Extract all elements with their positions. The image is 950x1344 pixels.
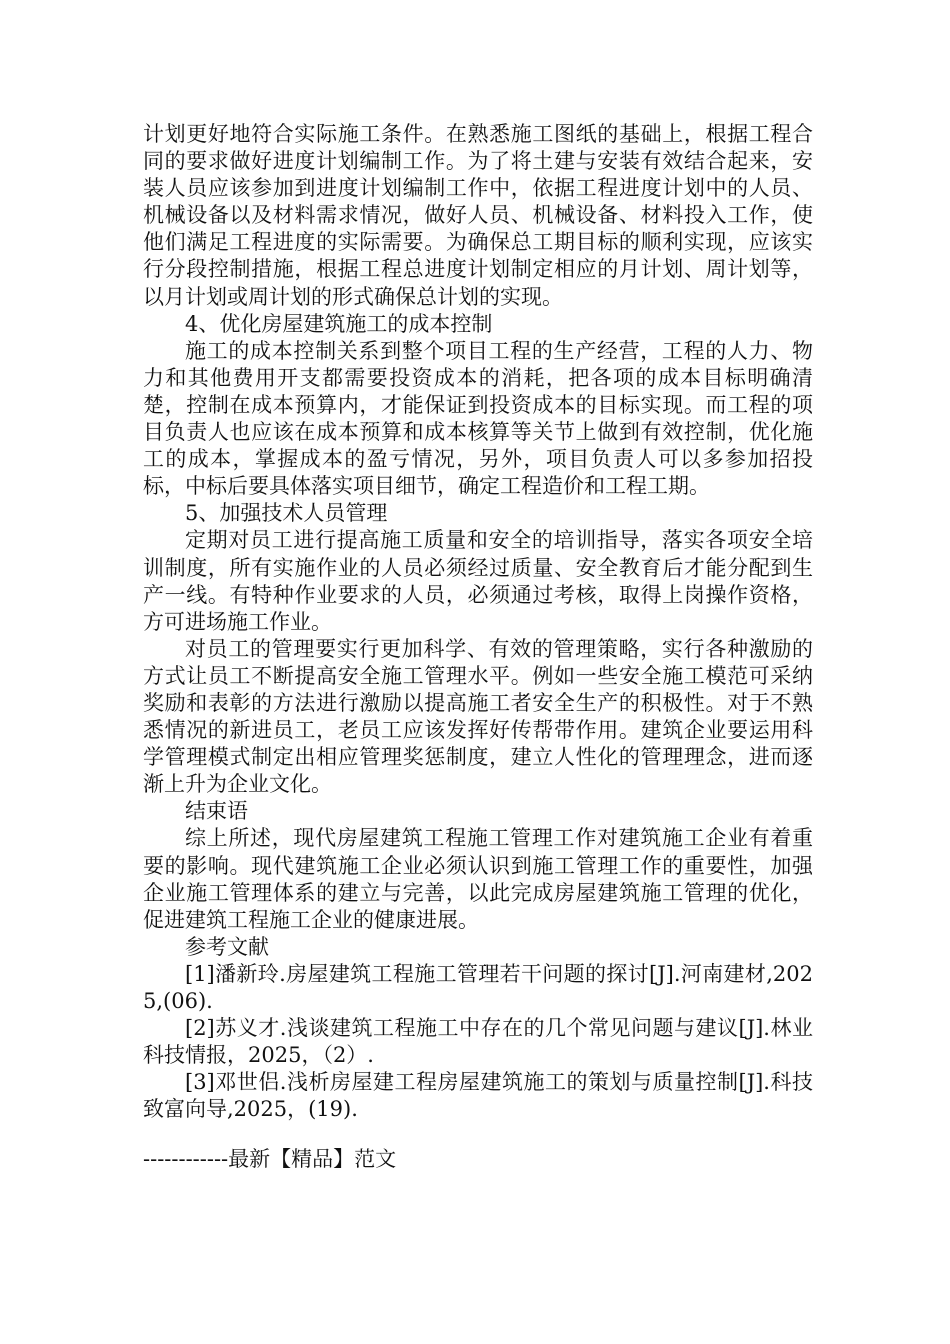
section-5-heading: 5、加强技术人员管理 bbox=[185, 501, 388, 526]
reference-item-2: [2]苏义才.浅谈建筑工程施工中存在的几个常见问题与建议[J].林业科技情报，2025，（2）. bbox=[143, 1016, 813, 1068]
conclusion-heading: 结束语 bbox=[185, 799, 248, 824]
reference-item-3: [3]邓世侣.浅析房屋建工程房屋建筑施工的策划与质量控制[J].科技致富向导,2025，(19). bbox=[143, 1070, 813, 1122]
document-body bbox=[143, 121, 813, 1123]
footer-tagline: ------------最新【精品】范文 bbox=[143, 1147, 397, 1171]
section-5-paragraph-1: 定期对员工进行提高施工质量和安全的培训指导，落实各项安全培训制度，所有实施作业的人员必须经过质量、安全教育后才能分配到生产一线。有特种作业要求的人员，必须通过考核，取得上岗操作资格，方可进场施工作业。 bbox=[143, 528, 813, 634]
section-4-heading: 4、优化房屋建筑施工的成本控制 bbox=[185, 311, 493, 336]
reference-item-1: [1]潘新玲.房屋建筑工程施工管理若干问题的探讨[J].河南建材,2025,(06). bbox=[143, 961, 813, 1013]
conclusion-paragraph: 综上所述，现代房屋建筑工程施工管理工作对建筑施工企业有着重要的影响。现代建筑施工企业必须认识到施工管理工作的重要性，加强企业施工管理体系的建立与完善，以此完成房屋建筑施工管理的优化，促进建筑工程施工企业的健康进展。 bbox=[143, 826, 813, 932]
continuation-paragraph: 计划更好地符合实际施工条件。在熟悉施工图纸的基础上，根据工程合同的要求做好进度计划编制工作。为了将土建与安装有效结合起来，安装人员应该参加到进度计划编制工作中，依据工程进度计划中的人员、机械设备以及材料需求情况，做好人员、机械设备、材料投入工作，使他们满足工程进度的实际需要。为确保总工期目标的顺利实现，应该实行分段控制措施，根据工程总进度计划制定相应的月计划、周计划等，以月计划或周计划的形式确保总计划的实现。 bbox=[143, 122, 813, 309]
section-5-paragraph-2: 对员工的管理要实行更加科学、有效的管理策略，实行各种激励的方式让员工不断提高安全施工管理水平。例如一些安全施工模范可采纳奖励和表彰的方法进行激励以提高施工者安全生产的积极性。对于不熟悉情况的新进员工，老员工应该发挥好传帮带作用。建筑企业要运用科学管理模式制定出相应管理奖惩制度，建立人性化的管理理念，进而逐渐上升为企业文化。 bbox=[143, 636, 813, 797]
section-4-paragraph: 施工的成本控制关系到整个项目工程的生产经营，工程的人力、物力和其他费用开支都需要投资成本的消耗，把各项的成本目标明确清楚，控制在成本预算内，才能保证到投资成本的目标实现。而工程的项目负责人也应该在成本预算和成本核算等关节上做到有效控制，优化施工的成本，掌握成本的盈亏情况，另外，项目负责人可以多参加招投标，中标后要具体落实项目细节，确定工程造价和工程工期。 bbox=[143, 338, 813, 499]
references-heading: 参考文献 bbox=[185, 934, 269, 959]
